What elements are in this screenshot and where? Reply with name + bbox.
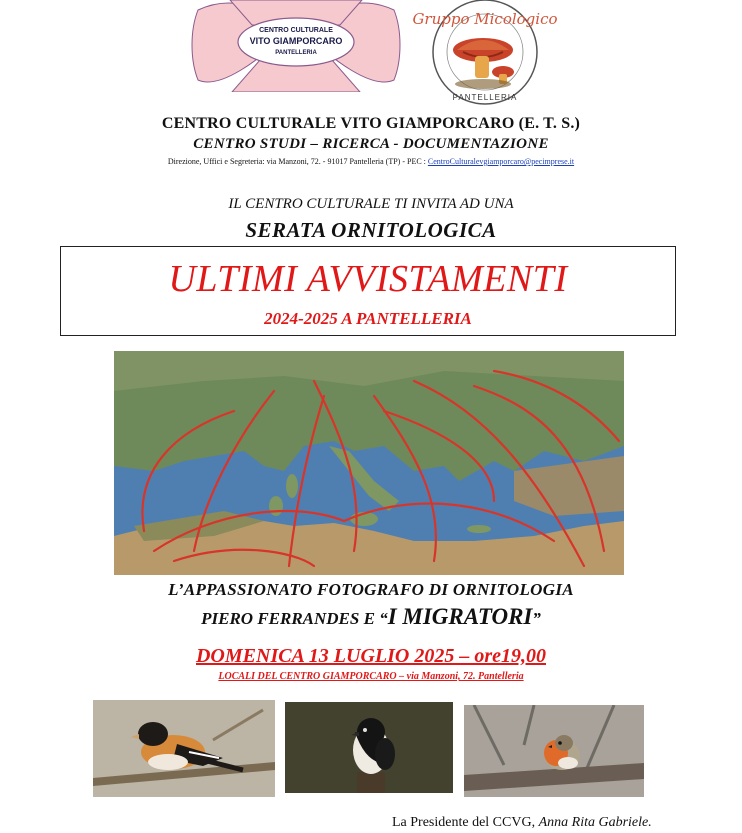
speaker-topic: I MIGRATORI xyxy=(387,604,533,629)
signature-prefix: La Presidente del CCVG, xyxy=(392,815,539,830)
speaker-line1: L’APPASSIONATO FOTOGRAFO DI ORNITOLOGIA xyxy=(168,580,574,599)
title-box xyxy=(60,246,676,336)
speaker-topic-close: ” xyxy=(532,609,541,628)
logo-left-line3: PANTELLERIA xyxy=(275,50,317,56)
org-name: CENTRO CULTURALE VITO GIAMPORCARO (E. T. S.) xyxy=(161,115,581,132)
gruppo-micologico-logo xyxy=(405,0,565,108)
event-date-time: DOMENICA 13 LUGLIO 2025 – ore19,00 xyxy=(195,645,547,667)
org-subtitle: CENTRO STUDI – RICERCA - DOCUMENTAZIONE xyxy=(193,136,549,152)
centro-culturale-logo xyxy=(190,0,402,92)
org-address: Direzione, Uffici e Segreteria: via Manzoni, 72. - 91017 Pantelleria (TP) - PEC : xyxy=(167,157,426,166)
bird-photo-brambling xyxy=(93,700,275,797)
migration-map-image xyxy=(114,351,624,575)
signature xyxy=(392,815,652,831)
title-sub: 2024-2025 A PANTELLERIA xyxy=(264,309,472,328)
event-location: LOCALI DEL CENTRO GIAMPORCARO – via Manzoni, 72. Pantelleria xyxy=(218,671,524,682)
speaker-line2 xyxy=(0,604,742,630)
event-type: SERATA ORNITOLOGICA xyxy=(245,218,497,242)
invite-line: IL CENTRO CULTURALE TI INVITA AD UNA xyxy=(228,196,514,212)
logo-right-top-text: Gruppo Micologico xyxy=(412,10,558,28)
bird-photo-robin xyxy=(464,705,644,797)
bird-photo-black-redstart xyxy=(285,702,453,793)
signature-name: Anna Rita Gabriele. xyxy=(538,815,652,830)
logo-left-line2: VITO GIAMPORCARO xyxy=(249,36,343,46)
logo-right-bottom-text: PANTELLERIA xyxy=(452,93,518,102)
title-main: ULTIMI AVVISTAMENTI xyxy=(168,258,568,300)
pec-email-link[interactable]: CentroCulturalevgiamporcaro@pecimprese.it xyxy=(427,157,575,166)
speaker-name: PIERO FERRANDES E “ xyxy=(201,609,388,628)
logo-left-line1: CENTRO CULTURALE xyxy=(259,27,333,34)
org-address-line xyxy=(0,157,742,166)
